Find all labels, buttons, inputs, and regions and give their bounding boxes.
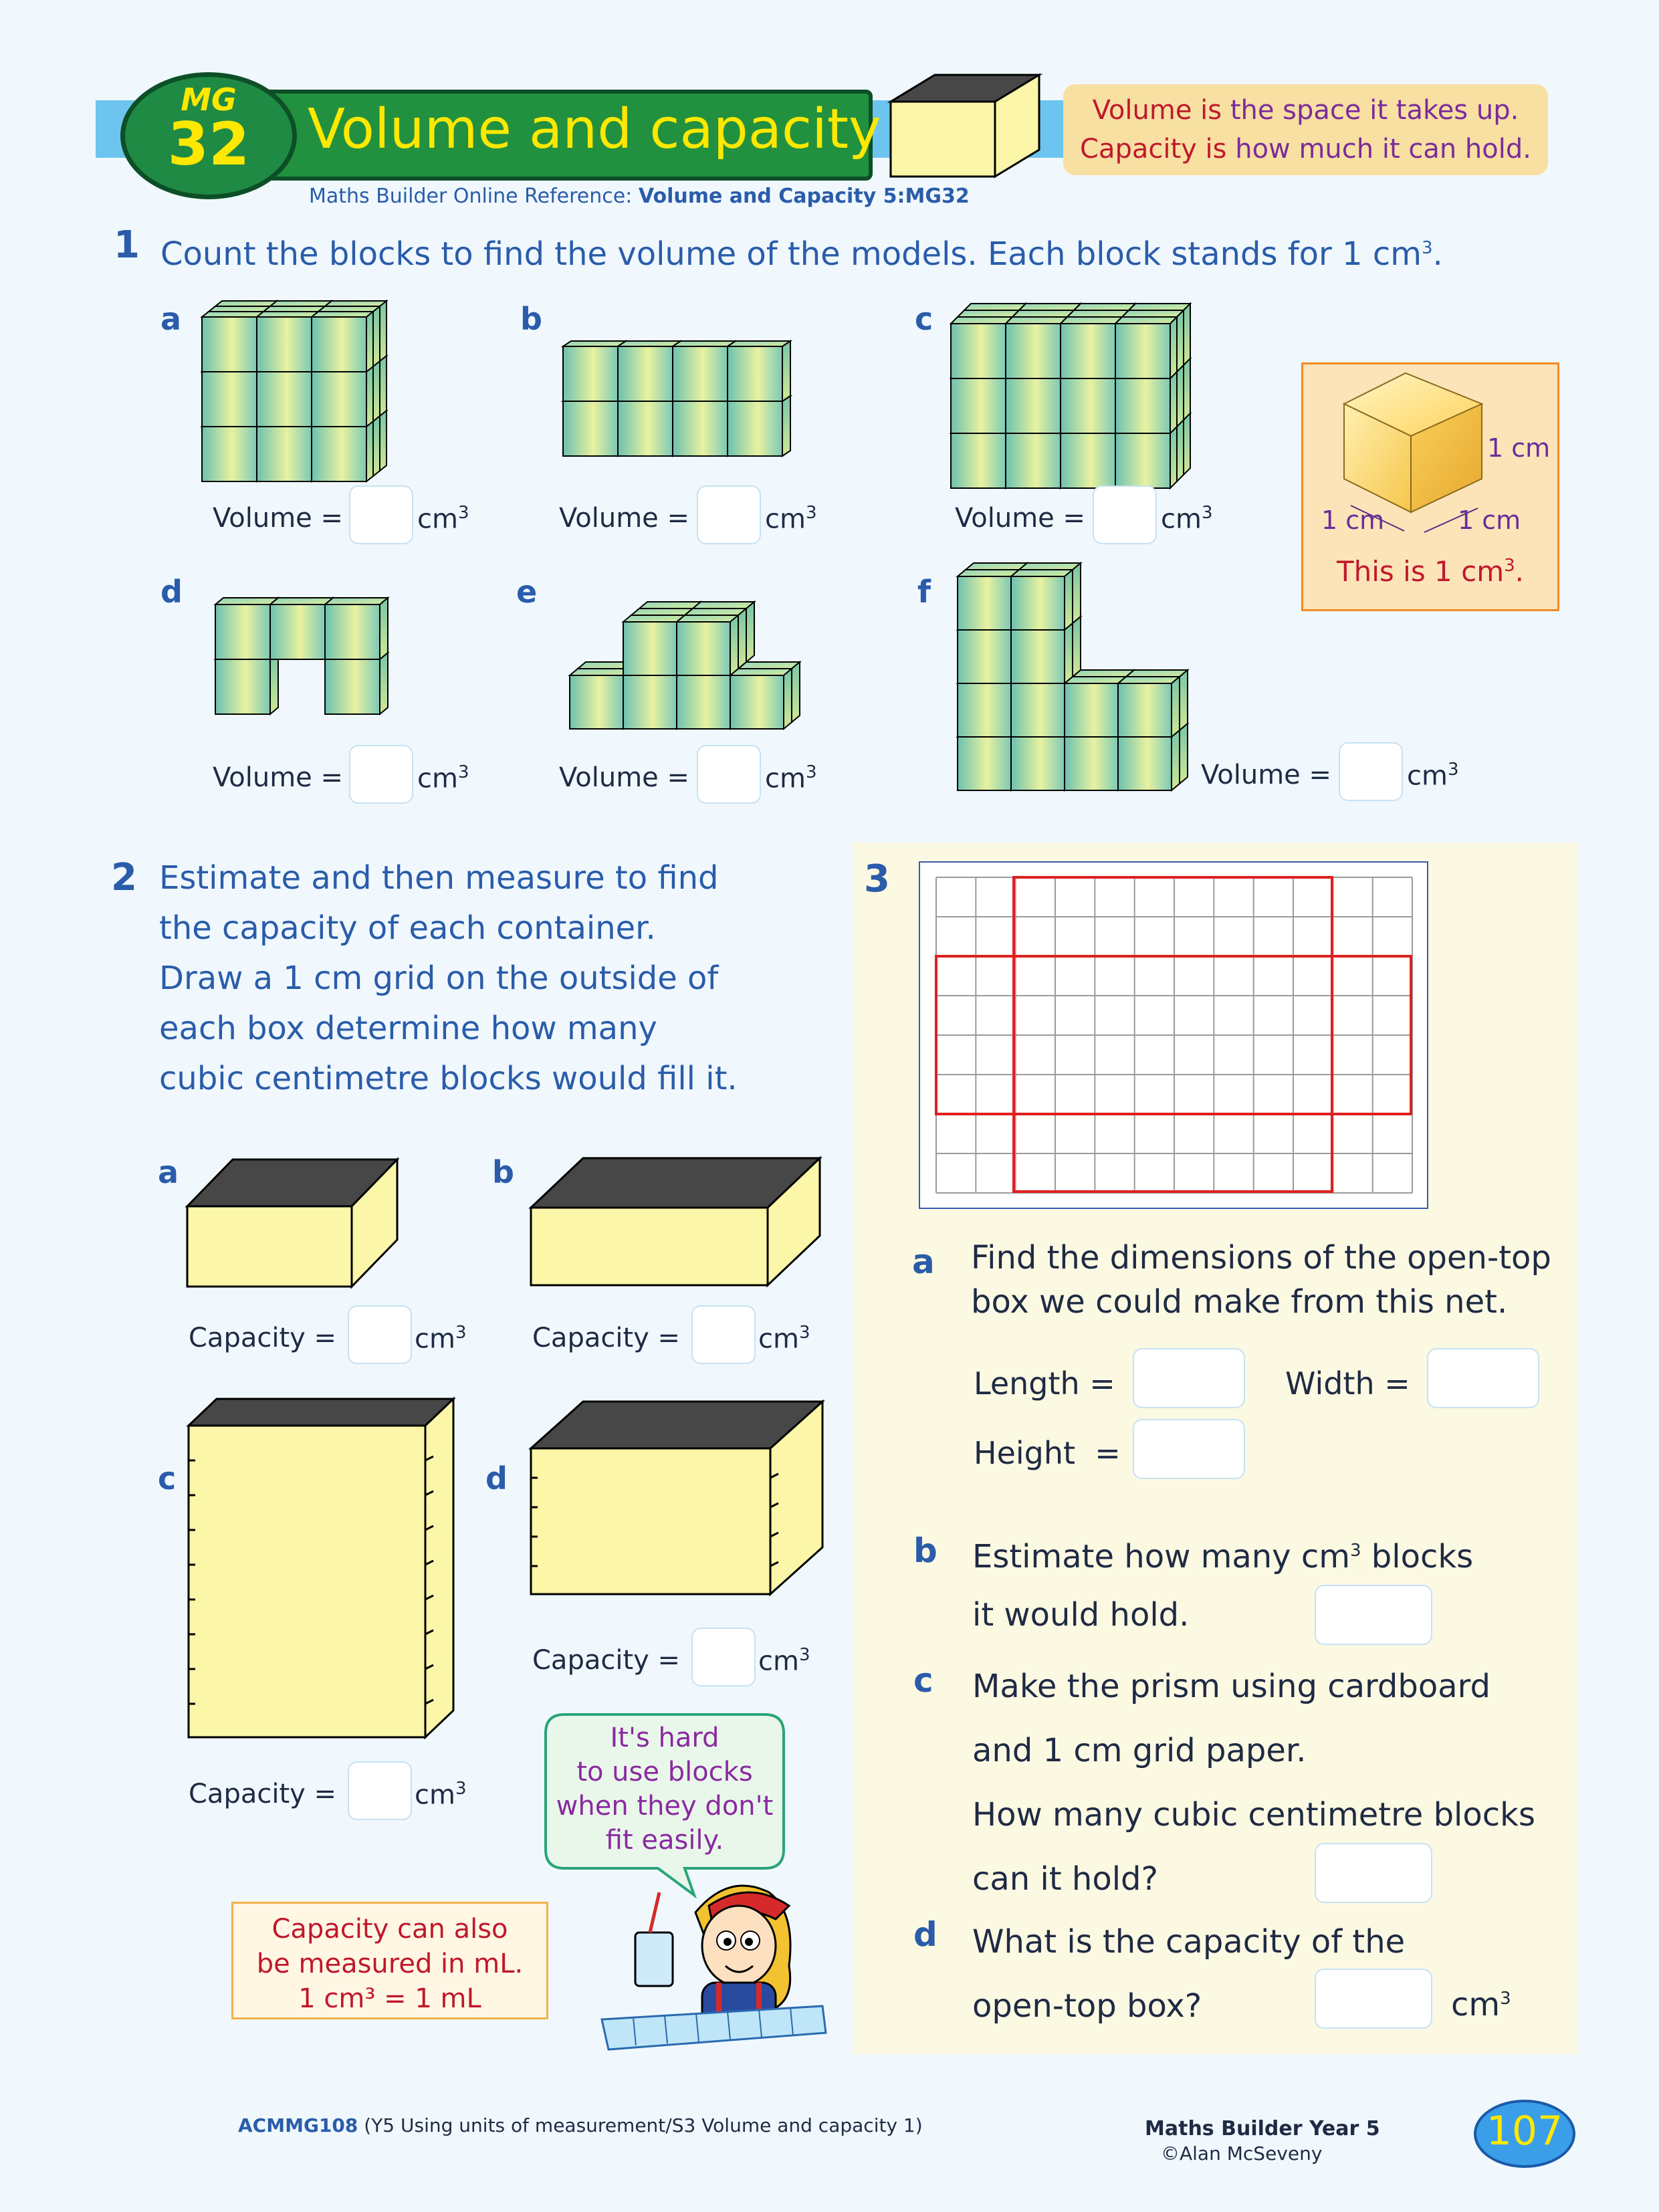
- header-open-box-icon: [888, 72, 1042, 179]
- topic-badge-number: 32: [167, 110, 250, 179]
- container-a: [186, 1157, 407, 1291]
- q3-c-text: Make the prism using cardboard and 1 cm grid paper. How many cubic centimetre blocks can it hold?: [972, 1668, 1535, 1898]
- q1c-answer-box[interactable]: [1093, 485, 1157, 544]
- q3-d-answer-box[interactable]: [1315, 1969, 1432, 2029]
- speech-bubble-text: It's hard to use blocks when they don't fit easily.: [556, 1723, 774, 1856]
- q2c-answer-line: Capacity =: [189, 1779, 337, 1809]
- q2c-answer-box[interactable]: [348, 1761, 412, 1820]
- q3-label-d: d: [913, 1915, 937, 1954]
- q1-label-c: c: [915, 301, 933, 337]
- container-d: [530, 1400, 824, 1601]
- q2d-answer-line: Capacity =: [532, 1645, 681, 1676]
- q1a-unit: $cm^3$: [417, 503, 469, 535]
- q1d-unit: $cm^3$: [417, 762, 469, 794]
- block-model-f: [956, 582, 1224, 796]
- q2a-answer-box[interactable]: [348, 1305, 412, 1364]
- q1b-answer-line: Volume =: [559, 503, 689, 534]
- q3-width-label: Width =: [1285, 1365, 1410, 1402]
- q1b-answer-box[interactable]: [697, 485, 761, 544]
- net-grid: [935, 876, 1416, 1197]
- page-title: Volume and capacity: [308, 98, 881, 161]
- container-c: [187, 1398, 461, 1745]
- q2a-unit: $cm^3$: [415, 1323, 467, 1355]
- unit-cube-edge-label-left: 1 cm: [1321, 506, 1385, 535]
- q3-length-box[interactable]: [1133, 1348, 1245, 1408]
- question-2-number: 2: [111, 856, 137, 899]
- q1-label-a: a: [160, 301, 182, 337]
- question-2-text: Estimate and then measure to find the capacity of each container. Draw a 1 cm grid on the outside of each box determine how many cubic centimetre blocks would fill it.: [159, 859, 738, 1097]
- block-model-b: [562, 328, 802, 461]
- unit-cube-edge-label-right: 1 cm: [1487, 433, 1551, 463]
- capacity-note: Capacity can also be measured in mL. 1 cm³ = 1 mL: [231, 1902, 548, 2019]
- question-3-number: 3: [864, 857, 890, 901]
- q1e-answer-box[interactable]: [697, 745, 761, 804]
- q3-b-text-line2: it would hold.: [972, 1596, 1190, 1634]
- q2b-answer-box[interactable]: [691, 1305, 756, 1364]
- q1c-answer-line: Volume =: [955, 503, 1085, 534]
- reference-line: Maths Builder Online Reference: Volume and Capacity 5:MG32: [309, 185, 970, 208]
- unit-cube-caption: This is 1 $cm^3$.: [1336, 555, 1525, 588]
- q2-label-d: d: [485, 1460, 508, 1497]
- q3-label-b: b: [913, 1531, 937, 1570]
- q1-label-e: e: [516, 574, 538, 610]
- q3-height-label: Height =: [974, 1435, 1121, 1471]
- q2a-answer-line: Capacity =: [189, 1323, 337, 1353]
- q2d-unit: $cm^3$: [758, 1645, 810, 1677]
- q2-label-b: b: [492, 1154, 514, 1190]
- container-b: [530, 1155, 824, 1289]
- q1a-answer-box[interactable]: [349, 485, 413, 544]
- q3-height-box[interactable]: [1133, 1419, 1245, 1479]
- block-model-e: [568, 580, 809, 734]
- q1-label-b: b: [520, 301, 542, 337]
- q2b-answer-line: Capacity =: [532, 1323, 681, 1353]
- q1-label-f: f: [917, 574, 931, 610]
- page-number: 107: [1486, 2108, 1563, 2154]
- q3-width-box[interactable]: [1427, 1348, 1539, 1408]
- q3-a-text: Find the dimensions of the open-top box we could make from this net.: [971, 1239, 1551, 1321]
- block-model-a: [201, 281, 428, 495]
- q1c-unit: $cm^3$: [1161, 503, 1213, 535]
- q1a-answer-line: Volume =: [213, 503, 343, 534]
- question-1-number: 1: [114, 223, 140, 267]
- footer-book-title: Maths Builder Year 5: [1145, 2117, 1380, 2140]
- q1f-answer-box[interactable]: [1339, 742, 1403, 801]
- q2c-unit: $cm^3$: [415, 1779, 467, 1811]
- q1d-answer-line: Volume =: [213, 762, 343, 793]
- footer-curriculum-code: ACMMG108 (Y5 Using units of measurement/S3 Volume and capacity 1): [238, 2114, 923, 2136]
- q3-b-answer-box[interactable]: [1315, 1585, 1432, 1645]
- q3-b-text-line1: Estimate how many $cm^3$ blocks: [972, 1538, 1474, 1575]
- q3-d-text: What is the capacity of the open-top box?: [972, 1923, 1406, 2025]
- footer-copyright: ©Alan McSeveny: [1161, 2142, 1323, 2165]
- q3-label-a: a: [912, 1242, 935, 1281]
- q1f-unit: $cm^3$: [1407, 760, 1459, 792]
- block-model-c: [950, 294, 1190, 495]
- q3-length-label: Length =: [974, 1365, 1115, 1402]
- q3-d-unit: $cm^3$: [1451, 1986, 1511, 2023]
- q1f-answer-line: Volume =: [1201, 760, 1331, 790]
- q3-c-answer-box[interactable]: [1315, 1843, 1432, 1903]
- topic-badge-code: MG: [181, 82, 237, 118]
- q1d-answer-box[interactable]: [349, 745, 413, 804]
- q2-label-a: a: [158, 1154, 179, 1190]
- q1e-unit: $cm^3$: [765, 762, 817, 794]
- q1-label-d: d: [160, 574, 183, 610]
- definition-box: Volume is the space it takes up. Capacity is how much it can hold.: [1063, 84, 1548, 175]
- q1b-unit: $cm^3$: [765, 503, 817, 535]
- cartoon-child-with-ice-tray-icon: [595, 1866, 836, 2060]
- block-model-d: [214, 580, 415, 721]
- q2d-answer-box[interactable]: [691, 1628, 756, 1686]
- q2-label-c: c: [158, 1460, 177, 1497]
- q3-label-c: c: [913, 1661, 933, 1700]
- unit-cube-edge-label-front: 1 cm: [1458, 506, 1521, 535]
- q1e-answer-line: Volume =: [559, 762, 689, 793]
- question-1-text: Count the blocks to find the volume of the models. Each block stands for 1 $cm^3$.: [160, 235, 1443, 273]
- q2b-unit: $cm^3$: [758, 1323, 810, 1355]
